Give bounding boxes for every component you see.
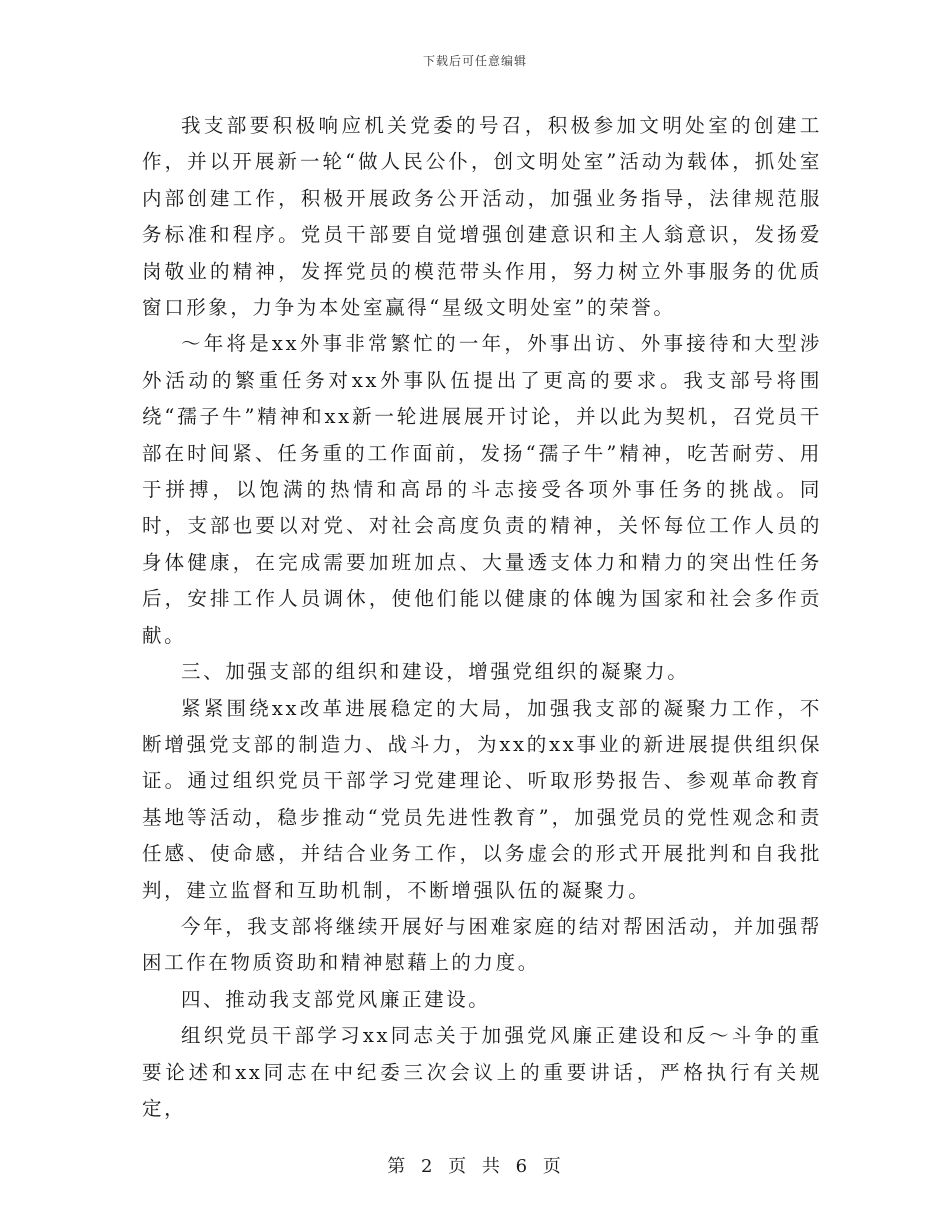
document-body <box>142 108 822 1127</box>
paragraph-cohesion: 紧紧围绕xx改革进展稳定的大局，加强我支部的凝聚力工作，不断增强党支部的制造力、战斗力，为xx的xx事业的新进展提供组织保证。通过组织党员干部学习党建理论、听取形势报告、参观革命教育基地等活动，稳步推动“党员先进性教育”，加强党员的党性观念和责任感、使命感，并结合业务工作，以务虚会的形式开展批判和自我批判，建立监督和互助机制，不断增强队伍的凝聚力。 <box>142 696 822 902</box>
paragraph-civilized-office: 我支部要积极响应机关党委的号召，积极参加文明处室的创建工作，并以开展新一轮“做人民公仆，创文明处室”活动为载体，抓处室内部创建工作，积极开展政务公开活动，加强业务指导，法律规范服务标准和程序。党员干部要自觉增强创建意识和主人翁意识，发扬爱岗敬业的精神，发挥党员的模范带头作用，努力树立外事服务的优质窗口形象，力争为本处室赢得“星级文明处室”的荣誉。 <box>142 114 822 320</box>
paragraph-foreign-affairs: ～年将是xx外事非常繁忙的一年，外事出访、外事接待和大型涉外活动的繁重任务对xx外事队伍提出了更高的要求。我支部号将围绕“孺子牛”精神和xx新一轮进展展开讨论，并以此为契机，召党员干部在时间紧、任务重的工作面前，发扬“孺子牛”精神，吃苦耐劳、用于拼搏，以饱满的热情和高昂的斗志接受各项外事任务的挑战。同时，支部也要以对党、对社会高度负责的精神，关怀每位工作人员的身体健康，在完成需要加班加点、大量透支体力和精力的突出性任务后，安排工作人员调休，使他们能以健康的体魄为国家和社会多作贡献。 <box>142 332 822 647</box>
page-number-footer: 第 2 页 共 6 页 <box>387 1156 563 1177</box>
section-heading-three: 三、加强支部的组织和建设，增强党组织的凝聚力。 <box>181 660 690 684</box>
paragraph-integrity: 组织党员干部学习xx同志关于加强党风廉正建设和反～斗争的重要论述和xx同志在中纪委三次会议上的重要讲话，严格执行有关规定， <box>142 1024 822 1120</box>
section-heading-four: 四、推动我支部党风廉正建设。 <box>181 987 491 1011</box>
paragraph-poverty-aid: 今年，我支部将继续开展好与困难家庭的结对帮困活动，并加强帮困工作在物质资助和精神慰藉上的力度。 <box>142 914 822 975</box>
header-note: 下载后可任意编辑 <box>422 54 527 68</box>
